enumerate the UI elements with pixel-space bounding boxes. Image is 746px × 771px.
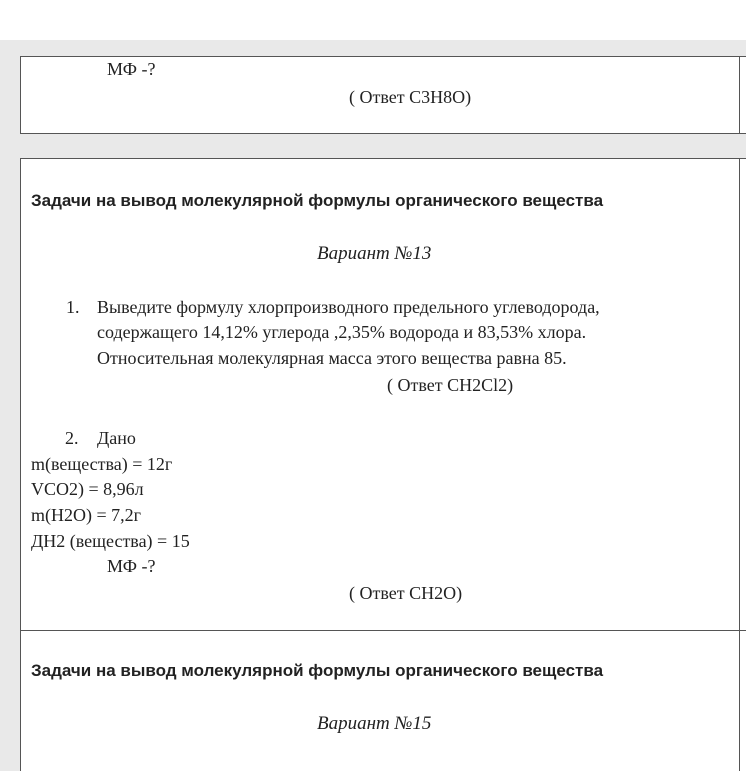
given-item: ДН2 (вещества) = 15 xyxy=(31,531,190,551)
variant-heading: Вариант №15 xyxy=(317,713,432,734)
mf-question: МФ -? xyxy=(107,556,156,576)
problem-text-line: Относительная молекулярная масса этого вещества равна 85. xyxy=(97,348,567,368)
given-item: m(H2O) = 7,2г xyxy=(31,505,142,525)
mf-question: МФ -? xyxy=(107,59,156,79)
variant-heading: Вариант №13 xyxy=(317,243,432,264)
card-title: Задачи на вывод молекулярной формулы органического вещества xyxy=(31,191,604,210)
given-label: Дано xyxy=(97,428,136,448)
answer-text: ( Ответ CH2Cl2) xyxy=(387,375,514,395)
card-title: Задачи на вывод молекулярной формулы органического вещества xyxy=(31,661,604,680)
task-card-variant-15 xyxy=(20,630,746,771)
answer-text: ( Ответ С3Н8О) xyxy=(349,87,472,107)
task-card-previous xyxy=(20,56,746,134)
answer-text: ( Ответ CH2O) xyxy=(349,583,463,603)
problem-text-line: содержащего 14,12% углерода ,2,35% водорода и 83,53% хлора. xyxy=(97,322,587,342)
page-top-band xyxy=(0,0,746,40)
problem-text-line: Выведите формулу хлорпроизводного предельного углеводорода, xyxy=(97,297,600,317)
task-card-variant-13 xyxy=(20,158,746,632)
problem-number: 2. xyxy=(65,428,79,448)
problem-number: 1. xyxy=(66,297,80,317)
given-item: m(вещества) = 12г xyxy=(31,454,173,474)
given-item: VCO2) = 8,96л xyxy=(31,479,144,499)
